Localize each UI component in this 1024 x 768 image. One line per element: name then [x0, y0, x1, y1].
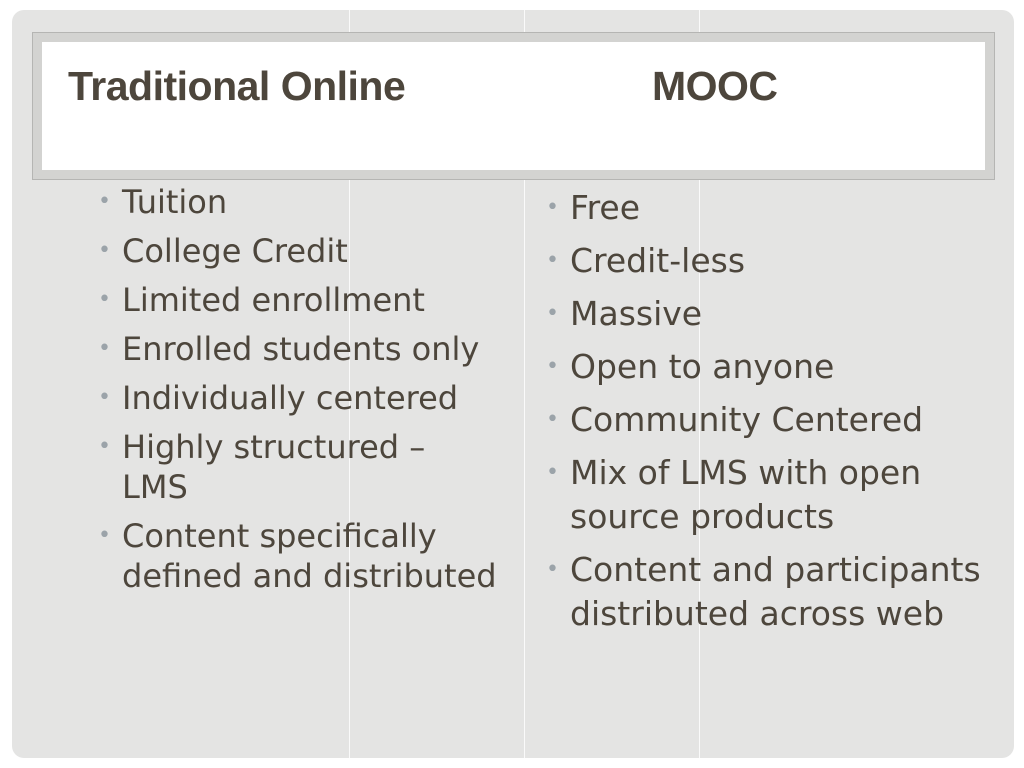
list-item: [98, 516, 498, 596]
list-item: [98, 182, 498, 222]
list-item: [98, 231, 498, 271]
list-item: [546, 239, 1006, 283]
heading-mooc: MOOC: [652, 63, 778, 109]
bullet-icon: •: [546, 301, 559, 326]
bullet-icon: •: [98, 287, 111, 312]
list-item: [546, 292, 1006, 336]
list-item-text: Community Centered: [570, 400, 924, 439]
list-item-text: Credit-less: [570, 241, 746, 280]
list-item-text: Content specifically defined and distributed: [122, 517, 497, 595]
heading-traditional-online: Traditional Online: [68, 63, 406, 109]
bullet-icon: •: [98, 385, 111, 410]
list-item-text: Open to anyone: [570, 347, 835, 386]
list-item-text: College Credit: [122, 232, 348, 270]
list-item-text: Massive: [570, 294, 703, 333]
list-item: [98, 378, 498, 418]
list-item-text: Individually centered: [122, 379, 459, 417]
mooc-list: [546, 186, 1006, 645]
traditional-online-list: [98, 182, 498, 605]
bullet-icon: •: [98, 336, 111, 361]
bullet-icon: •: [98, 434, 111, 459]
bullet-icon: •: [546, 195, 559, 220]
list-item-text: Mix of LMS with open source products: [570, 453, 922, 536]
bullet-icon: •: [546, 248, 559, 273]
bullet-icon: •: [546, 460, 559, 485]
list-item: [546, 548, 1006, 636]
list-item: [546, 451, 1006, 539]
bullet-icon: •: [98, 523, 111, 548]
bullet-icon: •: [546, 354, 559, 379]
slide: [12, 10, 1014, 758]
list-item-text: Tuition: [122, 183, 228, 221]
list-item: [546, 398, 1006, 442]
bullet-icon: •: [98, 189, 111, 214]
list-item-text: Free: [570, 188, 641, 227]
list-item: [546, 186, 1006, 230]
list-item-text: Content and participants distributed across web: [570, 550, 981, 633]
bullet-icon: •: [546, 557, 559, 582]
list-item: [98, 329, 498, 369]
list-item-text: Highly structured – LMS: [122, 428, 426, 506]
list-item-text: Enrolled students only: [122, 330, 480, 368]
bullet-icon: •: [98, 238, 111, 263]
bullet-icon: •: [546, 407, 559, 432]
list-item: [98, 280, 498, 320]
list-item: [98, 427, 498, 507]
list-item-text: Limited enrollment: [122, 281, 425, 319]
list-item: [546, 345, 1006, 389]
